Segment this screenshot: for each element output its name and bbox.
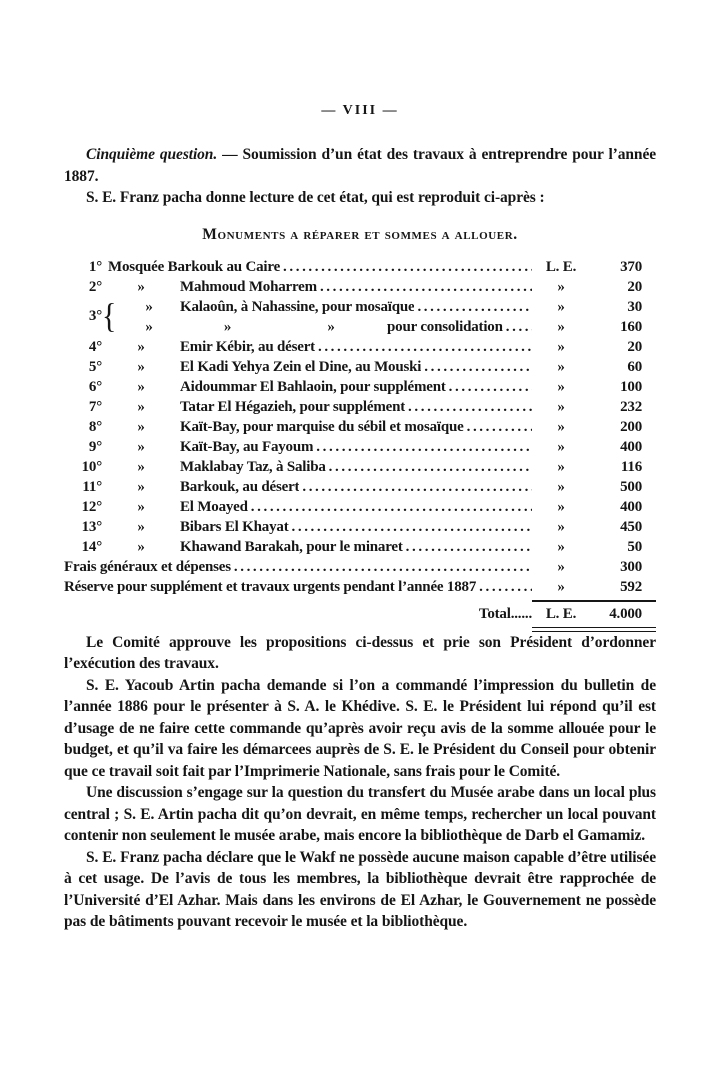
total-amount: 4.000 <box>609 605 642 622</box>
ditto-mark: » <box>137 338 145 355</box>
monument-name: Mahmoud Moharrem <box>180 278 317 295</box>
total-row <box>64 604 656 624</box>
currency-unit: » <box>557 538 565 555</box>
total-block <box>64 600 656 632</box>
total-currency-unit: L. E. <box>545 605 577 622</box>
dot-leader <box>248 497 532 517</box>
row-number: 4° <box>88 338 102 355</box>
currency-unit: » <box>557 438 565 455</box>
row-number: 8° <box>88 418 102 435</box>
franz-declaration-paragraph: S. E. Franz pacha déclare que le Wakf ne possède aucune maison capable d’être utilisée à cet usage. De l’avis de tous les membres, la bibliothèque devrait être rapprochée de l’Université d’El Azhar. Mais dans les environs de El Azhar, le Gouvernement ne possède pas de bâtiments pouvant recevoir le musée et la bibliothèque. <box>64 848 656 930</box>
monument-name: Kalaoûn, à Nahassine, pour mosaïque <box>180 298 415 315</box>
monument-name: Kaït-Bay, pour marquise du sébil et mosaïque <box>180 418 464 435</box>
table-row <box>64 357 656 377</box>
monument-name: El Moayed <box>180 498 248 515</box>
museum-transfer-paragraph: Une discussion s’engage sur la question du transfert du Musée arabe dans un local plus central ; S. E. Artin pacha dit qu’on devrait, en même temps, rechercher un local pouvant contenir non seulement le musée arabe, mais encore la bibliothèque de Darb el Gamamiz. <box>64 784 656 844</box>
table-heading: Monuments a réparer et sommes a allouer. <box>202 225 518 243</box>
table-row <box>64 397 656 417</box>
monument-name: Mosquée Barkouk au Caire <box>108 258 281 275</box>
question-paragraph <box>64 144 656 187</box>
amount: 400 <box>620 498 642 515</box>
amount: 200 <box>620 418 642 435</box>
table-rows-mid <box>64 337 656 557</box>
dot-leader <box>446 377 532 397</box>
ditto-mark: » <box>137 378 145 395</box>
currency-unit: » <box>557 498 565 515</box>
currency-unit: » <box>557 298 565 315</box>
amount: 116 <box>620 458 642 475</box>
dot-leader <box>414 297 532 317</box>
ditto-mark: » <box>137 478 145 495</box>
monument-name: Barkouk, au désert <box>180 478 300 495</box>
amount: 60 <box>627 358 642 375</box>
ditto-mark: » <box>137 418 145 435</box>
amount: 232 <box>620 398 642 415</box>
dot-leader <box>317 277 532 297</box>
question-label: Cinquième question. <box>86 146 218 163</box>
monument-name: pour consolidation <box>387 318 503 335</box>
lecture-paragraph: S. E. Franz pacha donne lecture de cet état, qui est reproduit ci-après : <box>86 189 545 206</box>
dot-leader <box>280 257 532 277</box>
dot-leader <box>231 557 532 577</box>
monument-name: Tatar El Hégazieh, pour supplément <box>180 398 406 415</box>
table-row <box>64 257 656 277</box>
table-row <box>64 437 656 457</box>
total-rule-top <box>532 600 656 602</box>
dot-leader <box>464 417 532 437</box>
table-row <box>64 577 656 597</box>
amount: 450 <box>620 518 642 535</box>
dot-leader <box>313 437 532 457</box>
table-row <box>64 277 656 297</box>
currency-unit: » <box>557 418 565 435</box>
monument-name: Bibars El Khayat <box>180 518 289 535</box>
amount: 20 <box>627 278 642 295</box>
currency-unit: » <box>557 278 565 295</box>
currency-unit: » <box>557 318 565 335</box>
currency-unit: » <box>557 378 565 395</box>
currency-unit: » <box>557 558 565 575</box>
currency-unit: » <box>557 458 565 475</box>
table-row <box>64 557 656 577</box>
dot-leader <box>403 537 532 557</box>
amount: 592 <box>620 578 642 595</box>
total-label: Total...... <box>478 605 532 622</box>
amount: 100 <box>620 378 642 395</box>
ditto-mark: » <box>137 518 145 535</box>
table-row <box>64 377 656 397</box>
row-number: 3° <box>88 308 102 324</box>
amount: 30 <box>627 298 642 315</box>
ditto-mark: » <box>137 458 145 475</box>
ditto-mark: » <box>137 278 145 295</box>
ditto-mark: » <box>145 318 153 335</box>
amount: 400 <box>620 438 642 455</box>
table-row <box>118 297 656 317</box>
dot-leader <box>503 317 532 337</box>
question-text: — Soumission d’un état des travaux à entreprendre pour l’année 1887. <box>64 146 656 185</box>
row-number: 12° <box>81 498 102 515</box>
dot-leader <box>299 477 532 497</box>
table-row <box>64 517 656 537</box>
table-row <box>64 497 656 517</box>
dot-leader <box>405 397 532 417</box>
bulletin-printing-paragraph: S. E. Yacoub Artin pacha demande si l’on a commandé l’impression du bulletin de l’année 1886 pour le présenter à S. A. le Khédive. S. E. le Président lui répond qu’il est d’usage de ne faire cette commande qu’après avoir reçu avis de la somme allouée pour le budget, et qu’il va faire les démarcees auprès de S. E. le Président du Conseil pour obtenir que ce travail soit fait par l’Imprimerie Nationale, sans frais pour le Comité. <box>64 676 656 780</box>
amount: 500 <box>620 478 642 495</box>
amount: 370 <box>620 258 642 275</box>
dot-leader <box>421 357 532 377</box>
table-row <box>64 457 656 477</box>
row-number: 11° <box>82 478 102 495</box>
table-row <box>64 337 656 357</box>
dot-leader <box>289 517 533 537</box>
monuments-table <box>64 257 656 632</box>
ditto-mark: » <box>137 438 145 455</box>
amount: 300 <box>620 558 642 575</box>
ditto-mark: » <box>327 318 335 335</box>
table-row <box>64 417 656 437</box>
currency-unit: » <box>557 398 565 415</box>
table-row-group <box>64 297 656 337</box>
row-number: 1° <box>88 258 102 275</box>
ditto-mark: » <box>137 498 145 515</box>
ditto-mark: » <box>137 398 145 415</box>
table-row <box>64 477 656 497</box>
ditto-mark: » <box>137 358 145 375</box>
ditto-mark: » <box>223 318 232 335</box>
currency-unit: » <box>557 358 565 375</box>
table-row <box>118 317 656 337</box>
amount: 50 <box>627 538 642 555</box>
page-number: — VIII — <box>321 103 399 118</box>
dot-leader <box>326 457 532 477</box>
row-number: 6° <box>88 378 102 395</box>
row-number: 9° <box>88 438 102 455</box>
row-number: 2° <box>88 278 102 295</box>
ditto-mark: » <box>137 538 145 555</box>
ditto-mark: » <box>145 298 153 315</box>
monument-name: El Kadi Yehya Zein el Dine, au Mouski <box>180 358 422 375</box>
amount: 20 <box>627 338 642 355</box>
monument-name: Aidoummar El Bahlaoin, pour supplément <box>180 378 446 395</box>
row-number: 5° <box>88 358 102 375</box>
monument-name: Emir Kébir, au désert <box>180 338 315 355</box>
dot-leader <box>315 337 532 357</box>
row-number: 7° <box>88 398 102 415</box>
committee-approval-paragraph: Le Comité approuve les propositions ci-dessus et prie son Président d’ordonner l’exécution des travaux. <box>64 633 656 672</box>
currency-unit: L. E. <box>545 258 577 275</box>
monument-name: Maklabay Taz, à Saliba <box>180 458 326 475</box>
monument-name: Kaït-Bay, au Fayoum <box>180 438 314 455</box>
currency-unit: » <box>557 578 565 595</box>
table-row <box>64 537 656 557</box>
expense-label: Frais généraux et dépenses <box>64 558 231 575</box>
row-number: 14° <box>81 538 102 555</box>
dot-leader <box>476 577 532 597</box>
currency-unit: » <box>557 518 565 535</box>
row-number: 10° <box>81 458 102 475</box>
expense-label: Réserve pour supplément et travaux urgents pendant l’année 1887 <box>64 578 477 595</box>
row-number: 13° <box>81 518 102 535</box>
currency-unit: » <box>557 338 565 355</box>
row-group-brace: { <box>102 296 117 335</box>
currency-unit: » <box>557 478 565 495</box>
amount: 160 <box>620 318 642 335</box>
monument-name: Khawand Barakah, pour le minaret <box>180 538 403 555</box>
